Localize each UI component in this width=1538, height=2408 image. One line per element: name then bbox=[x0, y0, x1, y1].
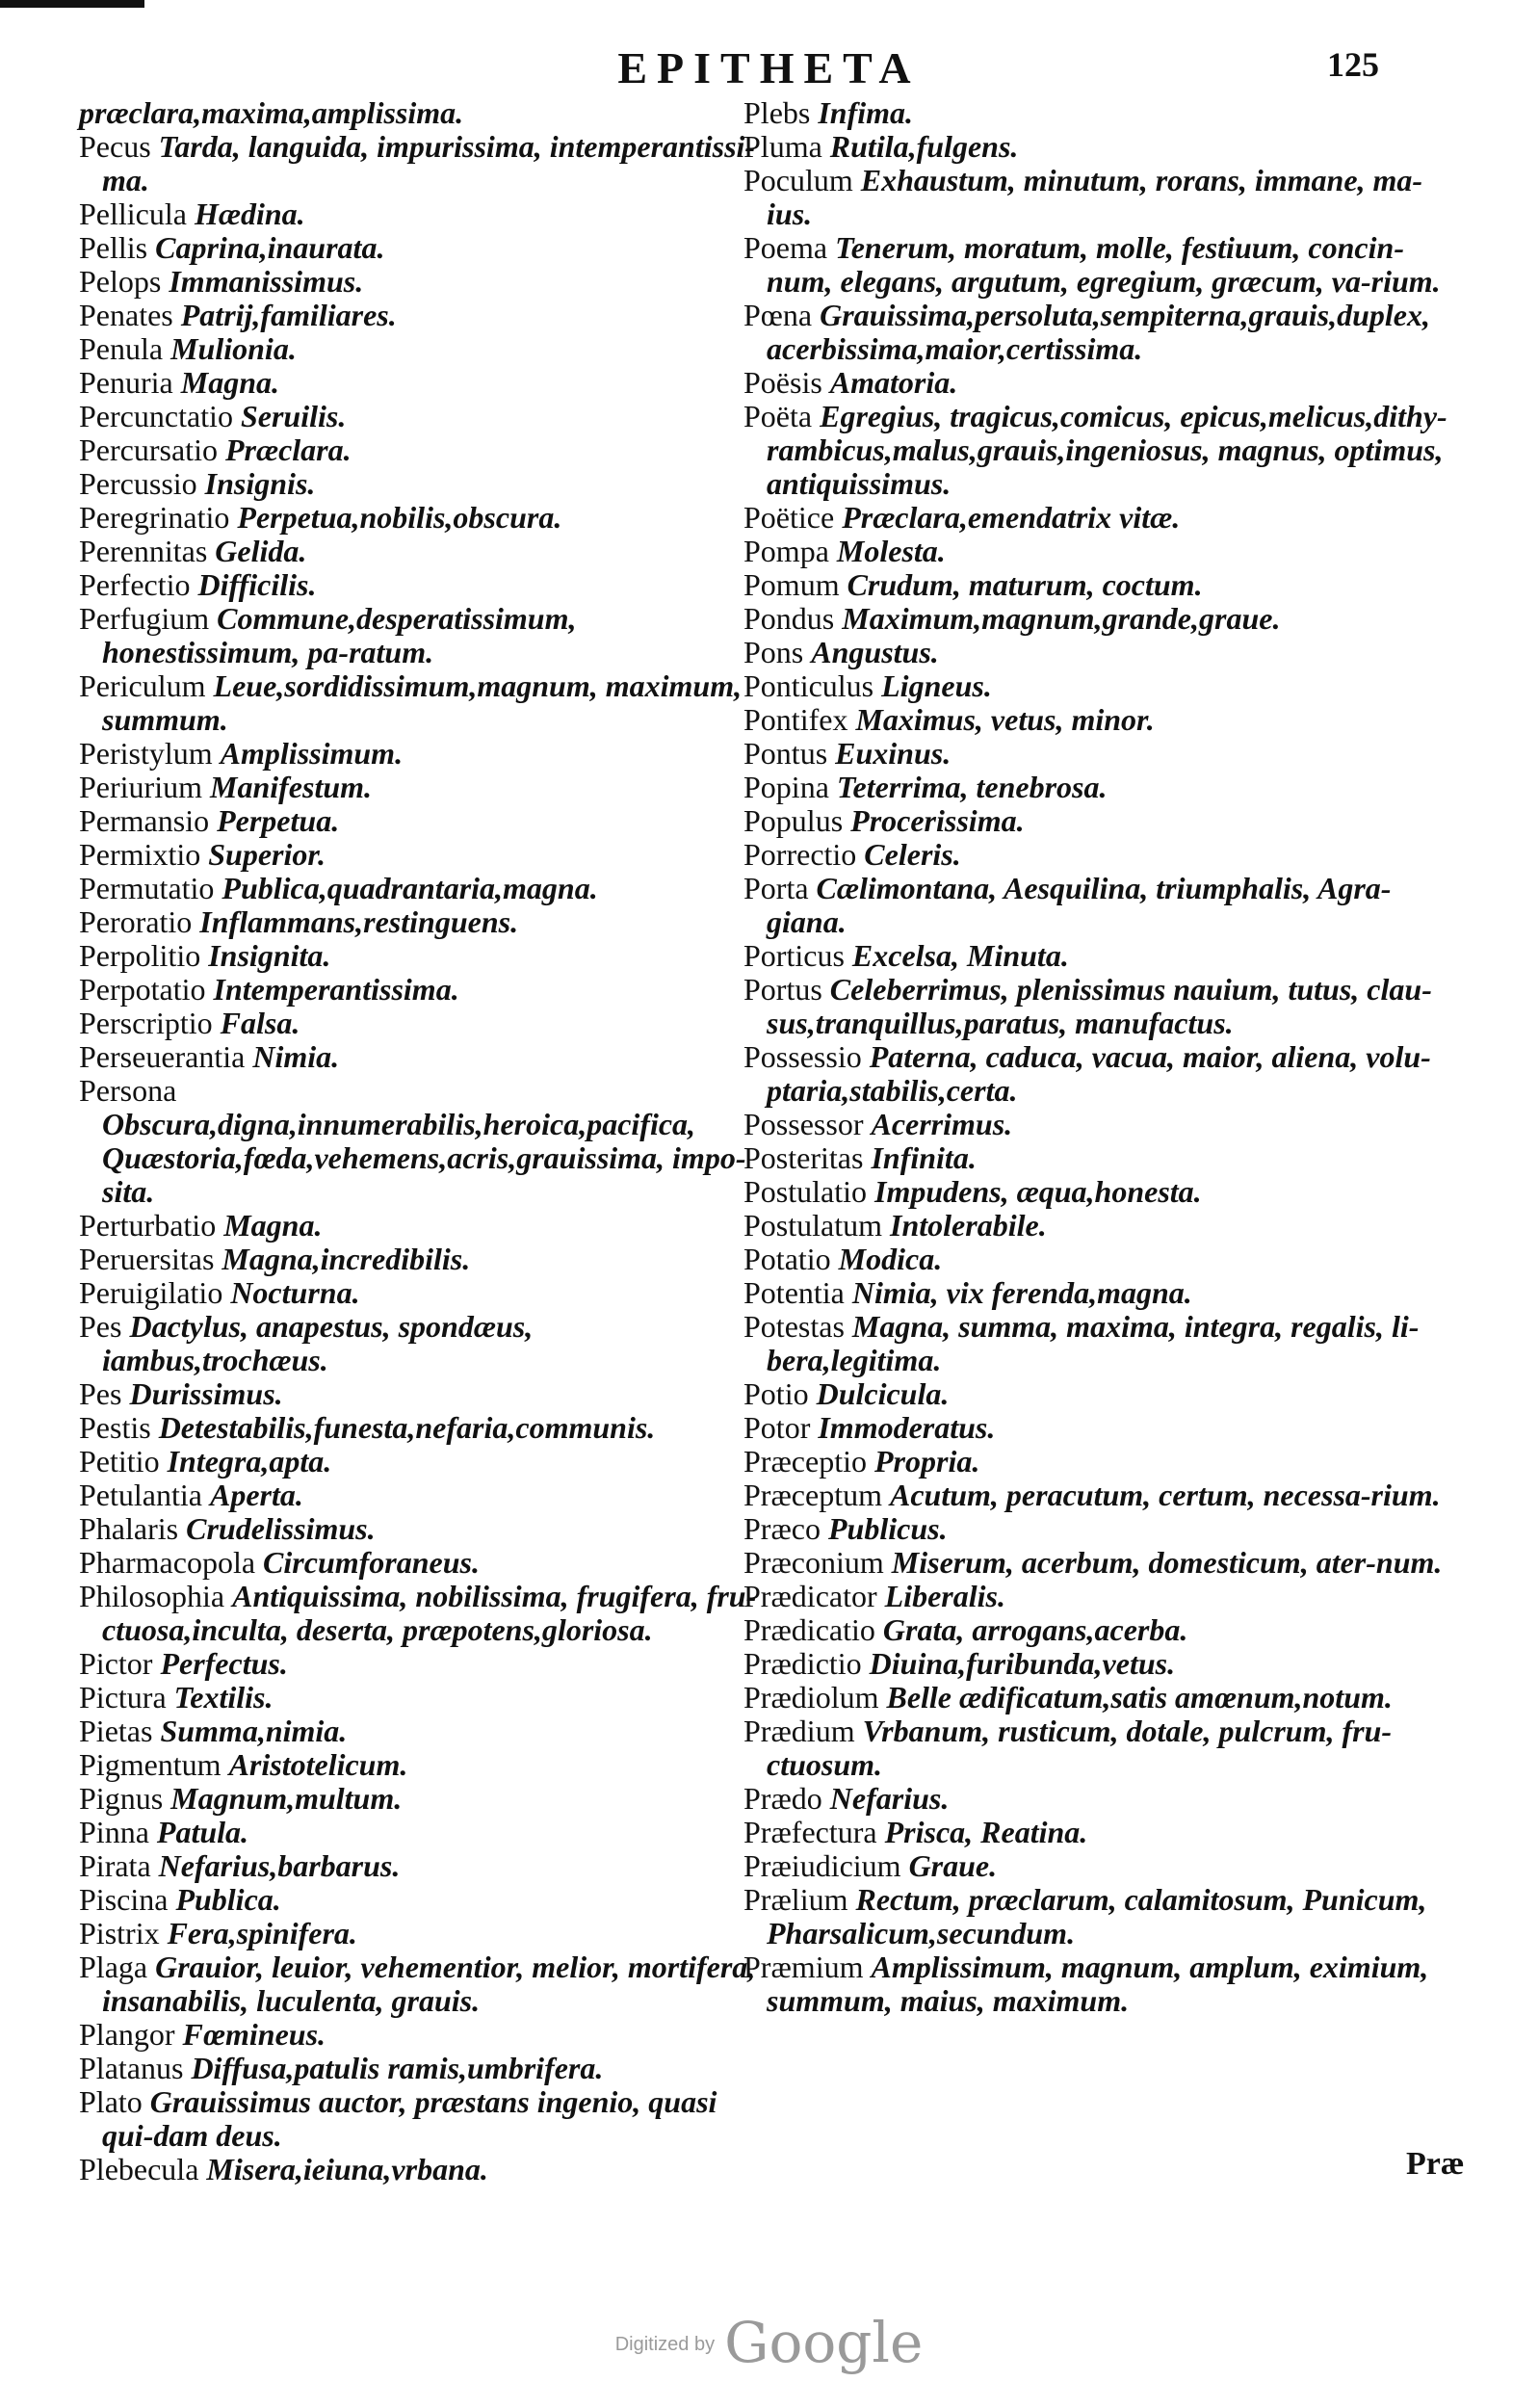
headword: Postulatum bbox=[743, 1208, 883, 1243]
dictionary-entry bbox=[79, 838, 758, 872]
headword: Pellicula bbox=[79, 196, 187, 231]
digitized-by-text: Digitized by bbox=[614, 2334, 716, 2355]
epithets: Rutila,fulgens. bbox=[829, 129, 1019, 164]
epithets: Grauissimus auctor, præstans ingenio, quasi qui-dam deus. bbox=[102, 2084, 717, 2153]
dictionary-entry bbox=[79, 1816, 758, 1849]
headword: Pinna bbox=[79, 1815, 149, 1849]
epithets: Modica. bbox=[838, 1242, 943, 1276]
dictionary-entry bbox=[79, 1445, 758, 1479]
dictionary-entry bbox=[743, 1782, 1456, 1816]
headword: Ponticulus bbox=[743, 668, 874, 703]
dictionary-entry bbox=[743, 703, 1456, 737]
dictionary-entry bbox=[743, 231, 1456, 299]
epithets: Nefarius. bbox=[829, 1781, 950, 1816]
dictionary-entry bbox=[79, 1883, 758, 1917]
dictionary-entry bbox=[743, 636, 1456, 669]
headword: Populus bbox=[743, 803, 844, 838]
dictionary-entry bbox=[79, 1040, 758, 1074]
epithets: Crudum, maturum, coctum. bbox=[847, 567, 1203, 602]
headword: Percunctatio bbox=[79, 399, 233, 433]
epithets: Grata, arrogans,acerba. bbox=[882, 1612, 1188, 1647]
epithets: Grauior, leuior, vehementior, melior, mortifera, insanabilis, luculenta, grauis. bbox=[102, 1950, 756, 2018]
headword: Peregrinatio bbox=[79, 500, 230, 535]
dictionary-entry bbox=[743, 535, 1456, 568]
headword: Poëtice bbox=[743, 500, 835, 535]
epithets: Superior. bbox=[208, 837, 326, 872]
dictionary-entry bbox=[79, 568, 758, 602]
headword: Pomum bbox=[743, 567, 840, 602]
dictionary-entry bbox=[79, 1512, 758, 1546]
headword: Perseuerantia bbox=[79, 1039, 246, 1074]
dictionary-entry bbox=[743, 1613, 1456, 1647]
headword: Plangor bbox=[79, 2017, 175, 2052]
dictionary-entry bbox=[743, 1950, 1456, 2018]
headword: Percussio bbox=[79, 466, 197, 501]
dictionary-entry bbox=[79, 197, 758, 231]
epithets: Detestabilis,funesta,nefaria,communis. bbox=[158, 1410, 656, 1445]
headword: Popina bbox=[743, 770, 829, 804]
google-logo: Google bbox=[724, 2310, 924, 2375]
dictionary-entry bbox=[743, 1580, 1456, 1613]
dictionary-entry bbox=[743, 501, 1456, 535]
dictionary-entry bbox=[743, 771, 1456, 804]
dictionary-entry bbox=[79, 535, 758, 568]
dictionary-entry bbox=[743, 1647, 1456, 1681]
dictionary-entry bbox=[79, 400, 758, 433]
epithets: Commune,desperatissimum, honestissimum, pa-ratum. bbox=[102, 601, 577, 669]
headword: Phalaris bbox=[79, 1511, 179, 1546]
epithets: Durissimus. bbox=[129, 1376, 283, 1411]
headword: Pistrix bbox=[79, 1916, 160, 1950]
dictionary-entry bbox=[743, 1108, 1456, 1141]
dictionary-entry bbox=[743, 1040, 1456, 1108]
headword: Platanus bbox=[79, 2051, 184, 2085]
dictionary-entry bbox=[743, 602, 1456, 636]
epithets: Immoderatus. bbox=[818, 1410, 996, 1445]
headword: Pelops bbox=[79, 264, 162, 299]
epithets: Tenerum, moratum, molle, festiuum, concin-num, elegans, argutum, egregium, græcum, va-rium. bbox=[767, 230, 1441, 299]
epithets: Molesta. bbox=[836, 534, 946, 568]
dictionary-entry bbox=[743, 1411, 1456, 1445]
headword: Pharmacopola bbox=[79, 1545, 256, 1580]
dictionary-entry bbox=[79, 669, 758, 737]
epithets: Nimia. bbox=[252, 1039, 340, 1074]
dictionary-entry bbox=[743, 1209, 1456, 1243]
dictionary-entry bbox=[743, 973, 1456, 1040]
headword: Porrectio bbox=[743, 837, 857, 872]
headword: Pigmentum bbox=[79, 1747, 222, 1782]
epithets: Insignis. bbox=[204, 466, 316, 501]
headword: Plato bbox=[79, 2084, 143, 2119]
running-head: EPITHETA bbox=[617, 43, 921, 92]
dictionary-entry bbox=[79, 1074, 758, 1209]
epithets: Hædina. bbox=[194, 196, 305, 231]
headword: Porta bbox=[743, 871, 809, 905]
dictionary-entry bbox=[79, 872, 758, 905]
dictionary-entry bbox=[743, 568, 1456, 602]
dictionary-entry bbox=[79, 905, 758, 939]
dictionary-entry bbox=[743, 1681, 1456, 1714]
headword: Permansio bbox=[79, 803, 210, 838]
epithets: Ligneus. bbox=[881, 668, 992, 703]
dictionary-entry bbox=[743, 1546, 1456, 1580]
dictionary-entry bbox=[743, 1276, 1456, 1310]
dictionary-entry bbox=[79, 1310, 758, 1377]
left-column bbox=[79, 96, 758, 2186]
epithets: Leue,sordidissimum,magnum, maximum, summum. bbox=[102, 668, 743, 737]
dictionary-entry bbox=[79, 1411, 758, 1445]
dictionary-entry bbox=[79, 1546, 758, 1580]
dictionary-entry bbox=[79, 1209, 758, 1243]
epithets: Intolerabile. bbox=[890, 1208, 1047, 1243]
dictionary-entry bbox=[743, 299, 1456, 366]
epithets: Nimia, vix ferenda,magna. bbox=[851, 1275, 1192, 1310]
dictionary-entry bbox=[79, 602, 758, 669]
epithets: Perpetua. bbox=[217, 803, 340, 838]
epithets: Aristotelicum. bbox=[228, 1747, 408, 1782]
top-margin-mark bbox=[0, 0, 144, 8]
headword: Pirata bbox=[79, 1848, 151, 1883]
dictionary-entry bbox=[743, 1141, 1456, 1175]
dictionary-entry bbox=[743, 1883, 1456, 1950]
dictionary-entry bbox=[79, 1243, 758, 1276]
headword: Præco bbox=[743, 1511, 821, 1546]
epithets: Maximus, vetus, minor. bbox=[855, 702, 1155, 737]
epithets: Impudens, æqua,honesta. bbox=[874, 1174, 1202, 1209]
epithets: Dactylus, anapestus, spondæus, iambus,trochæus. bbox=[102, 1309, 534, 1377]
dictionary-entry bbox=[743, 669, 1456, 703]
headword: Permixtio bbox=[79, 837, 201, 872]
headword: Pictor bbox=[79, 1646, 153, 1681]
dictionary-entry bbox=[743, 400, 1456, 501]
headword: Præmium bbox=[743, 1950, 864, 1984]
dictionary-entry bbox=[79, 501, 758, 535]
epithets: Nocturna. bbox=[230, 1275, 360, 1310]
headword: Portus bbox=[743, 972, 822, 1007]
dictionary-entry bbox=[79, 265, 758, 299]
epithets: Caprina,inaurata. bbox=[155, 230, 385, 265]
dictionary-entry bbox=[79, 771, 758, 804]
headword: Prædiolum bbox=[743, 1680, 879, 1714]
dictionary-entry bbox=[743, 1243, 1456, 1276]
headword: Pignus bbox=[79, 1781, 164, 1816]
headword: Potor bbox=[743, 1410, 811, 1445]
dictionary-entry bbox=[79, 433, 758, 467]
headword: Perturbatio bbox=[79, 1208, 217, 1243]
epithets: Diffusa,patulis ramis,umbrifera. bbox=[191, 2051, 604, 2085]
epithets: Maximum,magnum,grande,graue. bbox=[842, 601, 1281, 636]
epithets: Antiquissima, nobilissima, frugifera, fru-ctuosa,inculta, deserta, præpotens,gloriosa. bbox=[102, 1579, 757, 1647]
epithets: Celeris. bbox=[864, 837, 961, 872]
epithets: Perfectus. bbox=[160, 1646, 288, 1681]
epithets: Infima. bbox=[818, 95, 914, 130]
dictionary-entry bbox=[743, 838, 1456, 872]
headword: Perfugium bbox=[79, 601, 210, 636]
dictionary-entry bbox=[79, 2018, 758, 2052]
epithets: Tarda, languida, impurissima, intemperantissi-ma. bbox=[102, 129, 756, 197]
headword: Prædium bbox=[743, 1714, 855, 1748]
headword: Prælium bbox=[743, 1882, 848, 1917]
epithets: Inflammans,restinguens. bbox=[199, 904, 519, 939]
epithets: Fera,spinifera. bbox=[167, 1916, 357, 1950]
headword: Poësis bbox=[743, 365, 822, 400]
epithets: Difficilis. bbox=[197, 567, 317, 602]
headword: Permutatio bbox=[79, 871, 215, 905]
headword: Porticus bbox=[743, 938, 845, 973]
epithets: Celeberrimus, plenissimus nauium, tutus, clau-sus,tranquillus,paratus, manufactus. bbox=[767, 972, 1432, 1040]
headword: Pontifex bbox=[743, 702, 848, 737]
headword: Pondus bbox=[743, 601, 835, 636]
headword: Peruigilatio bbox=[79, 1275, 223, 1310]
headword: Pes bbox=[79, 1309, 122, 1344]
dictionary-entry bbox=[79, 1748, 758, 1782]
epithets: Textilis. bbox=[173, 1680, 274, 1714]
headword: Plaga bbox=[79, 1950, 148, 1984]
epithets: Immanissimus. bbox=[169, 264, 364, 299]
dictionary-entry bbox=[743, 1445, 1456, 1479]
headword: Perscriptio bbox=[79, 1006, 213, 1040]
epithets: Perpetua,nobilis,obscura. bbox=[237, 500, 562, 535]
dictionary-entry bbox=[79, 2153, 758, 2186]
dictionary-entry bbox=[743, 1849, 1456, 1883]
epithets: Infinita. bbox=[871, 1140, 977, 1175]
headword: Piscina bbox=[79, 1882, 169, 1917]
epithets: Crudelissimus. bbox=[186, 1511, 376, 1546]
epithets: Summa,nimia. bbox=[160, 1714, 348, 1748]
headword: Peruersitas bbox=[79, 1242, 215, 1276]
headword: Postulatio bbox=[743, 1174, 868, 1209]
epithets: Graue. bbox=[908, 1848, 998, 1883]
epithets: Cælimontana, Aesquilina, triumphalis, Agra-giana. bbox=[767, 871, 1392, 939]
headword: Pestis bbox=[79, 1410, 151, 1445]
epithets: Magna. bbox=[180, 365, 279, 400]
epithets: Dulcicula. bbox=[816, 1376, 950, 1411]
epithets: Gelida. bbox=[215, 534, 307, 568]
headword: Plebs bbox=[743, 95, 811, 130]
headword: Penula bbox=[79, 331, 164, 366]
epithets: Misera,ieiuna,vrbana. bbox=[206, 2152, 488, 2186]
dictionary-entry bbox=[79, 804, 758, 838]
epithets: Grauissima,persoluta,sempiterna,grauis,duplex, acerbissima,maior,certissima. bbox=[767, 298, 1430, 366]
epithets: Belle ædificatum,satis amœnum,notum. bbox=[886, 1680, 1393, 1714]
dictionary-entry bbox=[79, 299, 758, 332]
dictionary-entry bbox=[79, 1681, 758, 1714]
headword: Perpolitio bbox=[79, 938, 201, 973]
dictionary-entry bbox=[79, 1007, 758, 1040]
epithets: Magna,incredibilis. bbox=[222, 1242, 471, 1276]
epithets: Magna. bbox=[223, 1208, 323, 1243]
page-number: 125 bbox=[1327, 45, 1379, 84]
epithets: Excelsa, Minuta. bbox=[851, 938, 1069, 973]
headword: Pontus bbox=[743, 736, 828, 771]
headword: Pecus bbox=[79, 129, 151, 164]
headword: Potestas bbox=[743, 1309, 845, 1344]
headword: Poculum bbox=[743, 163, 853, 197]
right-column bbox=[743, 96, 1456, 2018]
dictionary-entry bbox=[79, 366, 758, 400]
dictionary-entry bbox=[79, 2085, 758, 2153]
headword: Petulantia bbox=[79, 1478, 202, 1512]
headword: Prædicatio bbox=[743, 1612, 875, 1647]
epithets: Mulionia. bbox=[170, 331, 297, 366]
dictionary-entry bbox=[79, 2052, 758, 2085]
epithets: Patula. bbox=[156, 1815, 249, 1849]
dictionary-entry bbox=[79, 130, 758, 197]
epithets: præclara,maxima,amplissima. bbox=[79, 95, 464, 130]
headword: Pellis bbox=[79, 230, 148, 265]
dictionary-entry bbox=[79, 332, 758, 366]
headword: Peristylum bbox=[79, 736, 213, 771]
headword: Pietas bbox=[79, 1714, 153, 1748]
headword: Pœna bbox=[743, 298, 813, 332]
headword: Perennitas bbox=[79, 534, 208, 568]
dictionary-entry bbox=[743, 1479, 1456, 1512]
epithets: Amplissimum. bbox=[220, 736, 404, 771]
headword: Poema bbox=[743, 230, 828, 265]
epithets: Propria. bbox=[873, 1444, 980, 1479]
epithets: Liberalis. bbox=[884, 1579, 1005, 1613]
epithets: Amatoria. bbox=[829, 365, 958, 400]
headword: Prædo bbox=[743, 1781, 822, 1816]
headword: Posteritas bbox=[743, 1140, 864, 1175]
epithets: Diuina,furibunda,vetus. bbox=[869, 1646, 1176, 1681]
epithets: Præclara,emendatrix vitæ. bbox=[842, 500, 1181, 535]
headword: Præfectura bbox=[743, 1815, 877, 1849]
dictionary-entry bbox=[79, 1849, 758, 1883]
epithets: Publicus. bbox=[828, 1511, 948, 1546]
headword: Penates bbox=[79, 298, 173, 332]
headword: Præceptio bbox=[743, 1444, 867, 1479]
dictionary-entry bbox=[743, 96, 1456, 130]
dictionary-entry bbox=[79, 1276, 758, 1310]
dictionary-entry bbox=[743, 804, 1456, 838]
headword: Pluma bbox=[743, 129, 822, 164]
epithets: Magna, summa, maxima, integra, regalis, li-bera,legitima. bbox=[767, 1309, 1420, 1377]
epithets: Intemperantissima. bbox=[213, 972, 459, 1007]
dictionary-entry bbox=[79, 1714, 758, 1748]
epithets: Paterna, caduca, vacua, maior, aliena, volu-ptaria,stabilis,certa. bbox=[767, 1039, 1431, 1108]
headword: Prædictio bbox=[743, 1646, 862, 1681]
dictionary-entry bbox=[743, 1310, 1456, 1377]
epithets: Falsa. bbox=[220, 1006, 300, 1040]
dictionary-entry bbox=[79, 973, 758, 1007]
headword: Plebecula bbox=[79, 2152, 199, 2186]
epithets: Acutum, peracutum, certum, necessa-rium. bbox=[889, 1478, 1441, 1512]
epithets: Vrbanum, rusticum, dotale, pulcrum, fru-ctuosum. bbox=[767, 1714, 1393, 1782]
epithets: Publica. bbox=[175, 1882, 281, 1917]
headword: Poëta bbox=[743, 399, 813, 433]
dictionary-entry bbox=[79, 1782, 758, 1816]
epithets: Nefarius,barbarus. bbox=[158, 1848, 401, 1883]
headword: Potentia bbox=[743, 1275, 845, 1310]
headword: Penuria bbox=[79, 365, 173, 400]
headword: Potatio bbox=[743, 1242, 831, 1276]
dictionary-entry bbox=[79, 1917, 758, 1950]
dictionary-entry bbox=[743, 737, 1456, 771]
dictionary-entry bbox=[79, 1377, 758, 1411]
dictionary-entry bbox=[79, 1479, 758, 1512]
dictionary-entry bbox=[743, 130, 1456, 164]
headword: Pompa bbox=[743, 534, 829, 568]
dictionary-entry bbox=[79, 1580, 758, 1647]
dictionary-entry bbox=[79, 1950, 758, 2018]
headword: Periurium bbox=[79, 770, 202, 804]
headword: Præconium bbox=[743, 1545, 884, 1580]
epithets: Seruilis. bbox=[240, 399, 347, 433]
epithets: Aperta. bbox=[209, 1478, 303, 1512]
headword: Petitio bbox=[79, 1444, 160, 1479]
epithets: Manifestum. bbox=[209, 770, 373, 804]
headword: Philosophia bbox=[79, 1579, 225, 1613]
headword: Perfectio bbox=[79, 567, 191, 602]
dictionary-entry bbox=[79, 1647, 758, 1681]
dictionary-entry bbox=[743, 366, 1456, 400]
dictionary-entry bbox=[743, 1816, 1456, 1849]
headword: Pons bbox=[743, 635, 804, 669]
epithets: Amplissimum, magnum, amplum, eximium, summum, maius, maximum. bbox=[767, 1950, 1429, 2018]
epithets: Prisca, Reatina. bbox=[884, 1815, 1088, 1849]
headword: Periculum bbox=[79, 668, 206, 703]
epithets: Procerissima. bbox=[850, 803, 1025, 838]
epithets: Miserum, acerbum, domesticum, ater-num. bbox=[891, 1545, 1443, 1580]
epithets: Euxinus. bbox=[835, 736, 951, 771]
dictionary-entry bbox=[743, 1175, 1456, 1209]
epithets: Angustus. bbox=[811, 635, 939, 669]
dictionary-entry bbox=[743, 1512, 1456, 1546]
catchword: Præ bbox=[1406, 2146, 1465, 2182]
headword: Persona bbox=[79, 1073, 177, 1108]
epithets: Exhaustum, minutum, rorans, immane, ma-ius. bbox=[767, 163, 1423, 231]
dictionary-entry bbox=[743, 164, 1456, 231]
headword: Peroratio bbox=[79, 904, 193, 939]
epithets: Teterrima, tenebrosa. bbox=[836, 770, 1108, 804]
epithets: Integra,apta. bbox=[167, 1444, 332, 1479]
epithets: Acerrimus. bbox=[871, 1107, 1013, 1141]
headword: Pes bbox=[79, 1376, 122, 1411]
epithets: Obscura,digna,innumerabilis,heroica,pacifica, Quæstoria,fœda,vehemens,acris,grauissima, impo-sita. bbox=[102, 1107, 746, 1209]
epithets: Patrij,familiares. bbox=[180, 298, 397, 332]
epithets: Rectum, præclarum, calamitosum, Punicum, Pharsalicum,secundum. bbox=[767, 1882, 1427, 1950]
headword: Possessor bbox=[743, 1107, 864, 1141]
headword: Præceptum bbox=[743, 1478, 882, 1512]
headword: Possessio bbox=[743, 1039, 862, 1074]
dictionary-entry bbox=[743, 939, 1456, 973]
epithets: Præclara. bbox=[224, 432, 352, 467]
headword: Præiudicium bbox=[743, 1848, 901, 1883]
headword: Pictura bbox=[79, 1680, 167, 1714]
dictionary-entry bbox=[743, 1714, 1456, 1782]
epithets: Circumforaneus. bbox=[263, 1545, 480, 1580]
epithets: Publica,quadrantaria,magna. bbox=[222, 871, 598, 905]
headword: Percursatio bbox=[79, 432, 218, 467]
headword: Prædicator bbox=[743, 1579, 877, 1613]
dictionary-entry bbox=[743, 1377, 1456, 1411]
epithets: Fœmineus. bbox=[182, 2017, 326, 2052]
digitized-by-watermark bbox=[0, 2310, 1538, 2375]
dictionary-entry bbox=[743, 872, 1456, 939]
epithets: Egregius, tragicus,comicus, epicus,melicus,dithy-rambicus,malus,grauis,ingeniosus, magnus, optimus, antiquissimus. bbox=[767, 399, 1447, 501]
dictionary-entry bbox=[79, 737, 758, 771]
epithets: Magnum,multum. bbox=[170, 1781, 403, 1816]
dictionary-entry bbox=[79, 939, 758, 973]
epithets: Insignita. bbox=[208, 938, 331, 973]
headword: Perpotatio bbox=[79, 972, 206, 1007]
dictionary-entry bbox=[79, 467, 758, 501]
headword: Potio bbox=[743, 1376, 809, 1411]
dictionary-entry bbox=[79, 96, 758, 130]
dictionary-entry bbox=[79, 231, 758, 265]
